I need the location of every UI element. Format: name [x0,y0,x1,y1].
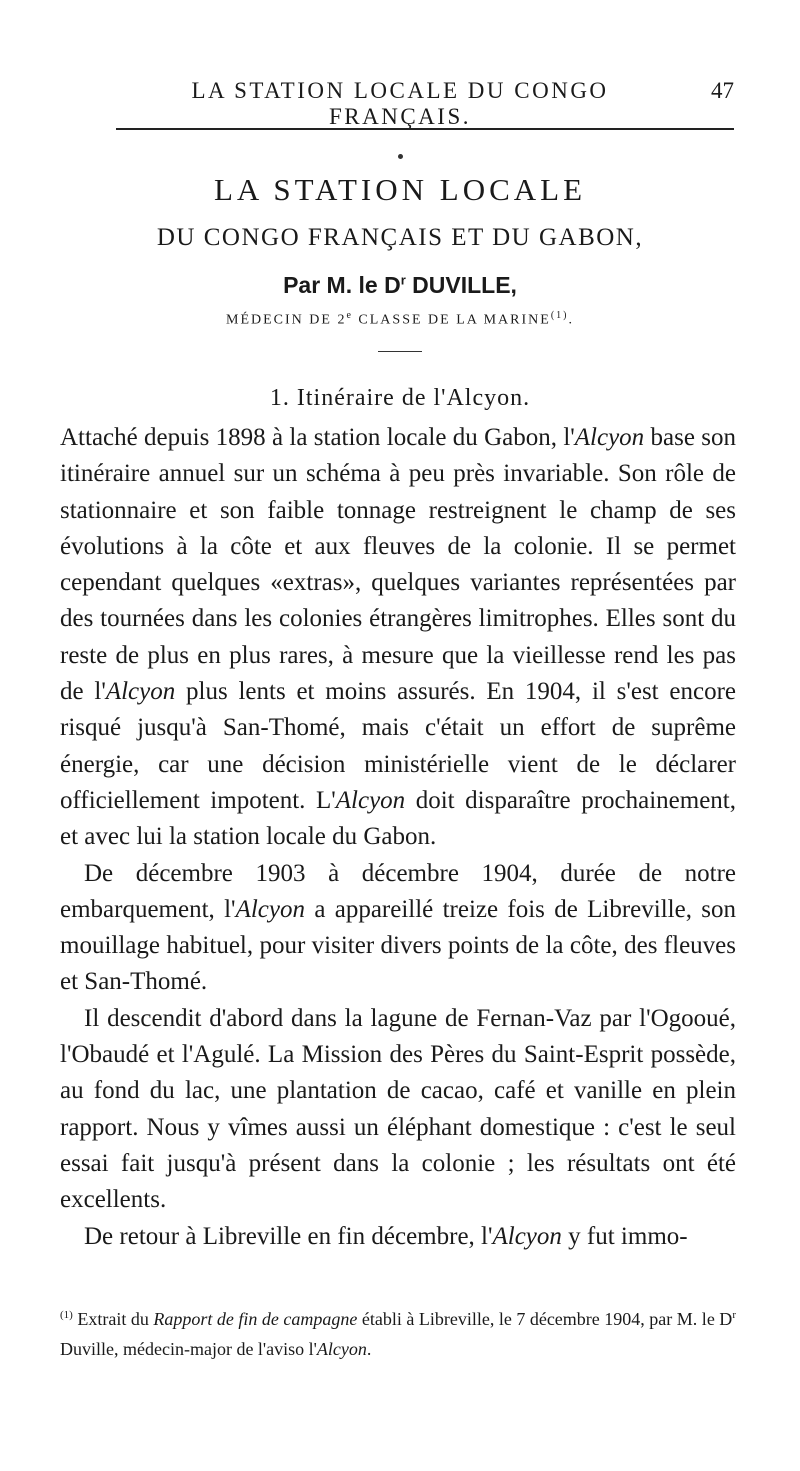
page-number: 47 [711,78,734,103]
body-text [60,420,736,1255]
ship-name: Alcyon [335,786,406,814]
paragraph-1 [60,420,736,856]
footnote-text: Extrait du [72,1309,154,1329]
article-subtitle: DU CONGO FRANÇAIS ET DU GABON, [156,224,644,251]
paragraph-3 [60,1001,736,1219]
text-run: Il descendit d'abord dans la lagune de Fernan-Vaz par l'Ogooué, l'Obaudé et l'Agulé. La Mission des Pères du Saint-Esprit possède, au fond du lac, une plantation de cacao, café et vanille en plein rapport. Nous y vîmes aussi un éléphant domestique : c'est le seul essai fait jusqu'à présent dans la colonie ; les résultats ont été excellents. [60,1004,736,1214]
paragraph-4 [60,1219,736,1255]
text-run: y fut immo- [561,1222,688,1250]
ornament-dot [398,154,403,159]
byline-author: DUVILLE, [405,272,517,298]
ship-name: Alcyon [105,678,176,706]
text-run: De décembre 1903 à décembre 1904, durée de notre embarquement, l' [60,859,736,923]
article-title: LA STATION LOCALE [213,172,587,207]
paragraph-2 [60,856,736,1001]
ship-name: Alcyon [574,424,645,451]
affiliation-text: MÉDECIN DE 2 [226,312,347,328]
report-title: Rapport de fin de campagne [153,1309,358,1329]
running-header [0,78,800,129]
affiliation-superscript: e [346,310,353,321]
footnote-text: . [366,1339,372,1359]
affiliation-rank: CLASSE DE LA MARINE [352,312,551,328]
footnote-text: Duville, médecin-major de l'aviso l' [60,1339,317,1359]
section-heading [0,385,800,412]
author-byline [0,272,800,299]
running-title: LA STATION LOCALE DU CONGO FRANÇAIS. [191,78,609,129]
footnote-text: établi à Libreville, le 7 décembre 1904, par M. le D [357,1309,733,1329]
footnote-marker: (1) [60,1309,73,1321]
text-run: a appareillé treize fois de Libreville, son mouillage habituel, pour visiter divers points de la côte, des fleuves et San-Thomé. [60,895,737,996]
title-rule [378,351,422,352]
text-run: plus lents et moins assurés. En 1904, il s'est encore risqué jusqu'à San-Thomé, mais c'était un effort de suprême énergie, car une décision ministérielle vient de le déclarer officiellement impotent. L' [60,678,737,814]
author-affiliation [0,310,800,329]
text-run: base son itinéraire annuel sur un schéma à peu près invariable. Son rôle de stationnaire et son faible tonnage restreignent le champ de ses évolutions à la côte et aux fleuves de la colonie. Il se permet cependant quelques «extras», quelques variantes représentées par des tournées dans les colonies étrangères limitrophes. Elles sont du reste de plus en plus rares, à mesure que la vieillesse rend les pas de l' [60,424,736,706]
byline-superscript: r [400,272,406,288]
footnote-reference: (1) [550,310,569,321]
ship-name: Alcyon [492,1222,562,1250]
text-run: De retour à Libreville en fin décembre, l' [84,1222,493,1250]
text-run: doit disparaître prochainement, et avec lui la station locale du Gabon. [60,786,736,851]
section-number: 1. [269,385,290,411]
header-rule [116,128,734,130]
text-run: Attaché depuis 1898 à la station locale du Gabon, l' [60,424,575,451]
footnote [60,1300,736,1364]
ship-name: Alcyon [235,895,305,923]
footnote-superscript: r [732,1309,736,1321]
section-title: Itinéraire de l'Alcyon. [296,385,531,411]
affiliation-period: . [568,312,574,328]
byline-text: Par M. le D [283,272,401,298]
ship-name: Alcyon [316,1339,367,1359]
